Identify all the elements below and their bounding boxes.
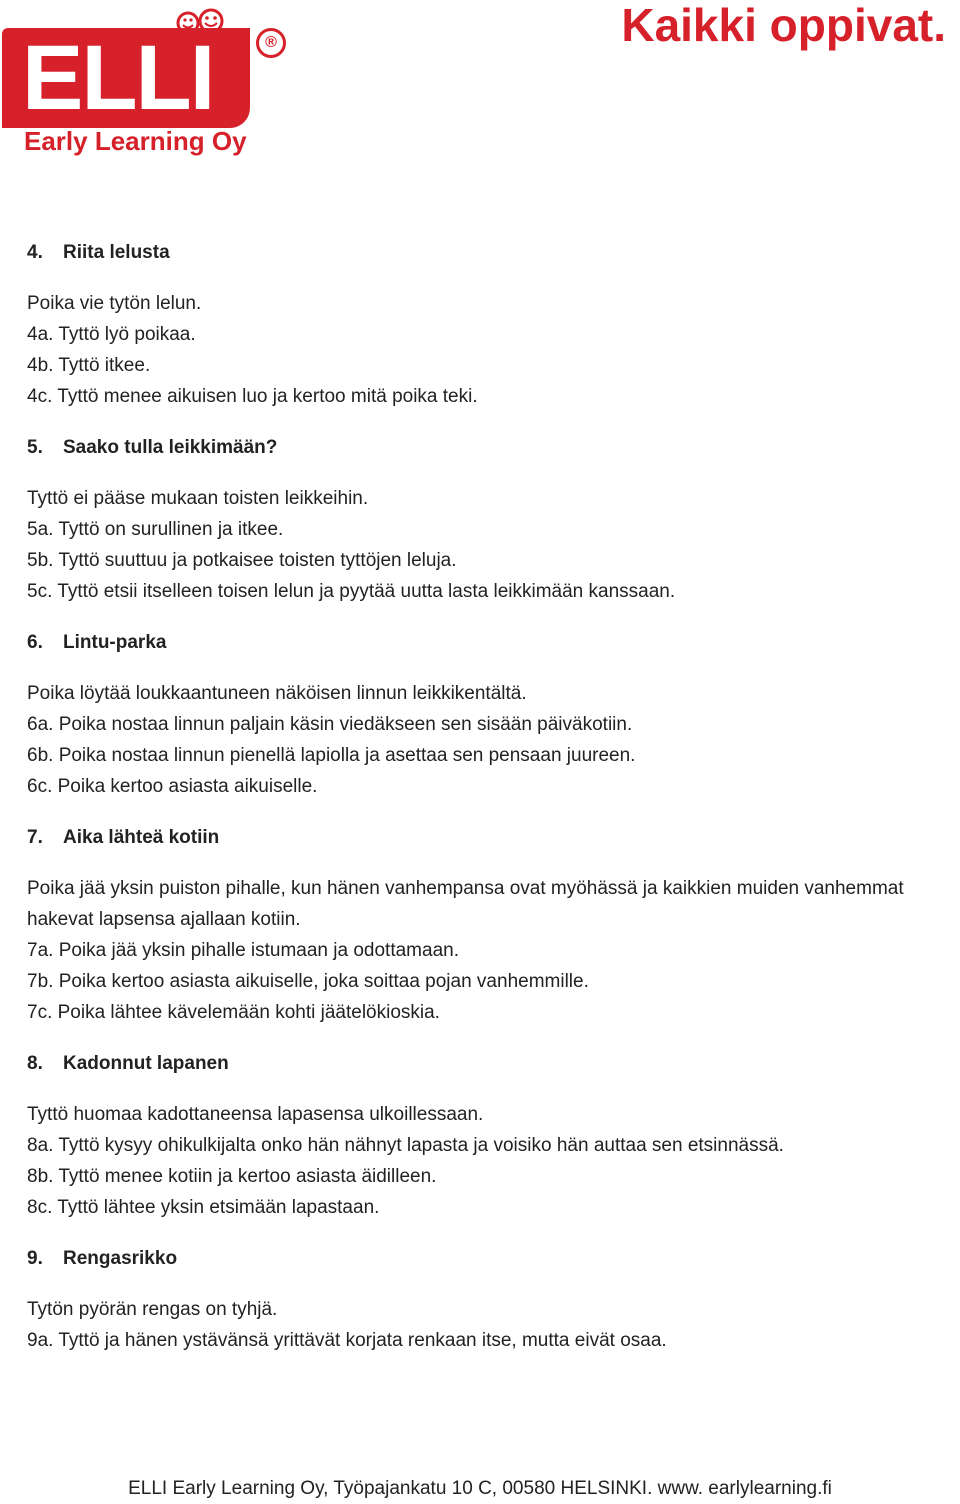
scenario-option: 5c. Tyttö etsii itselleen toisen lelun ja pyytää uutta lasta leikkimään kanssaan. — [27, 581, 676, 602]
scenario-section — [27, 1243, 957, 1356]
scenario-description: Poika jää yksin puiston pihalle, kun hänen vanhempansa ovat myöhässä ja kaikkien muiden vanhemmat hakevat lapsensa ajallaan kotiin. — [27, 878, 904, 930]
scenario-option: 8a. Tyttö kysyy ohikulkijalta onko hän nähnyt lapasta ja voisiko hän auttaa sen etsinnässä. — [27, 1135, 784, 1156]
section-heading — [27, 822, 957, 853]
scenario-option: 8b. Tyttö menee kotiin ja kertoo asiasta äidilleen. — [27, 1166, 437, 1187]
slogan: Kaikki oppivat. — [621, 0, 946, 51]
document-body — [27, 237, 957, 1376]
scenario-option: 6a. Poika nostaa linnun paljain käsin viedäkseen sen sisään päiväkotiin. — [27, 714, 633, 735]
scenario-option: 7c. Poika lähtee kävelemään kohti jäätelökioskia. — [27, 1002, 440, 1023]
scenario-option: 6c. Poika kertoo asiasta aikuiselle. — [27, 776, 318, 797]
section-number: 7. — [27, 827, 43, 848]
page-footer: ELLI Early Learning Oy, Työpajankatu 10 C, 00580 HELSINKI. www. earlylearning.fi — [128, 1478, 832, 1499]
section-number: 5. — [27, 437, 43, 458]
scenario-option: 6b. Poika nostaa linnun pienellä lapiolla ja asettaa sen pensaan juureen. — [27, 745, 636, 766]
section-title: Aika lähteä kotiin — [63, 827, 220, 848]
scenario-option: 4b. Tyttö itkee. — [27, 355, 151, 376]
scenario-description: Poika löytää loukkaantuneen näköisen linnun leikkikentältä. — [27, 683, 527, 704]
scenario-option: 5b. Tyttö suuttuu ja potkaisee toisten tyttöjen leluja. — [27, 550, 457, 571]
scenario-section — [27, 237, 957, 412]
registered-mark: ® — [256, 28, 286, 58]
logo-subtitle: Early Learning Oy — [24, 126, 247, 156]
section-heading — [27, 1243, 957, 1274]
scenario-option: 8c. Tyttö lähtee yksin etsimään lapastaan. — [27, 1197, 380, 1218]
scenario-description: Poika vie tytön lelun. — [27, 293, 202, 314]
section-title: Rengasrikko — [63, 1248, 178, 1269]
section-heading — [27, 237, 957, 268]
section-title: Saako tulla leikkimään? — [63, 437, 278, 458]
smiley-faces-icon — [175, 8, 227, 38]
scenario-option: 7b. Poika kertoo asiasta aikuiselle, joka soittaa pojan vanhemmille. — [27, 971, 589, 992]
section-number: 9. — [27, 1248, 43, 1269]
scenario-option: 4a. Tyttö lyö poikaa. — [27, 324, 196, 345]
logo-letters: ELLI — [22, 27, 214, 129]
section-title: Kadonnut lapanen — [63, 1053, 229, 1074]
scenario-option: 9a. Tyttö ja hänen ystävänsä yrittävät korjata renkaan itse, mutta eivät osaa. — [27, 1330, 667, 1351]
scenario-description: Tytön pyörän rengas on tyhjä. — [27, 1299, 278, 1320]
section-title: Riita lelusta — [63, 242, 170, 263]
scenario-section — [27, 627, 957, 802]
scenario-section — [27, 822, 957, 1028]
elli-logo — [0, 8, 290, 158]
section-heading — [27, 432, 957, 463]
scenario-section — [27, 1048, 957, 1223]
section-title: Lintu-parka — [63, 632, 167, 653]
section-heading — [27, 1048, 957, 1079]
scenario-section — [27, 432, 957, 607]
section-heading — [27, 627, 957, 658]
section-number: 6. — [27, 632, 43, 653]
section-number: 4. — [27, 242, 43, 263]
scenario-description: Tyttö ei pääse mukaan toisten leikkeihin. — [27, 488, 369, 509]
section-number: 8. — [27, 1053, 43, 1074]
scenario-description: Tyttö huomaa kadottaneensa lapasensa ulkoillessaan. — [27, 1104, 484, 1125]
scenario-option: 7a. Poika jää yksin pihalle istumaan ja odottamaan. — [27, 940, 459, 961]
scenario-option: 4c. Tyttö menee aikuisen luo ja kertoo mitä poika teki. — [27, 386, 478, 407]
scenario-option: 5a. Tyttö on surullinen ja itkee. — [27, 519, 284, 540]
